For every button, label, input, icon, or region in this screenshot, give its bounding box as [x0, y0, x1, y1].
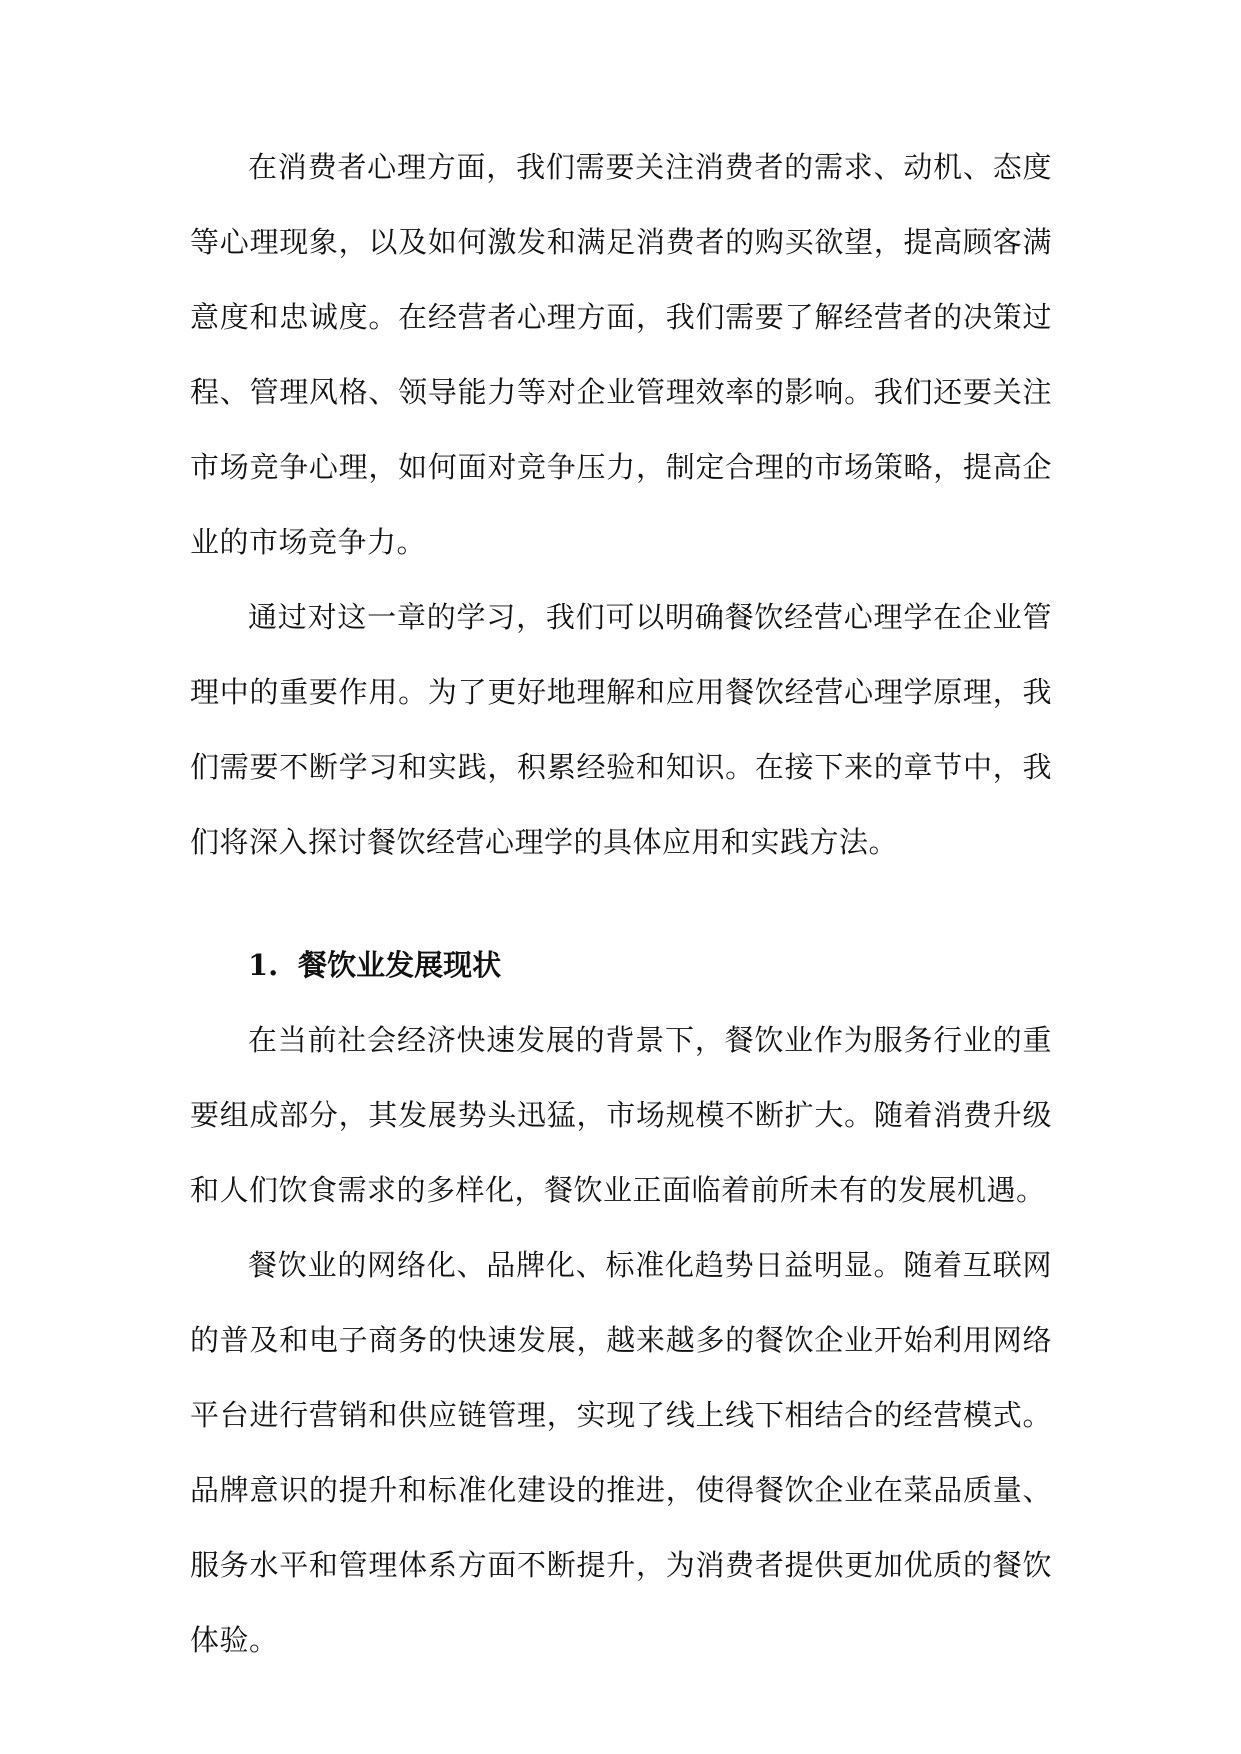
paragraph-industry-background: 在当前社会经济快速发展的背景下，餐饮业作为服务行业的重要组成部分，其发展势头迅猛，市场规模不断扩大。随着消费升级和人们饮食需求的多样化，餐饮业正面临着前所未有的发展机遇。 — [190, 1023, 1052, 1207]
section-title: 餐饮业发展现状 — [298, 948, 502, 982]
section-heading — [190, 928, 1052, 1003]
document-page — [190, 130, 1052, 1678]
paragraph-chapter-summary: 通过对这一章的学习，我们可以明确餐饮经营心理学在企业管理中的重要作用。为了更好地理解和应用餐饮经营心理学原理，我们需要不断学习和实践，积累经验和知识。在接下来的章节中，我们将深入探讨餐饮经营心理学的具体应用和实践方法。 — [190, 600, 1052, 859]
section-number: 1. — [248, 948, 279, 982]
paragraph-industry-trends: 餐饮业的网络化、品牌化、标准化趋势日益明显。随着互联网的普及和电子商务的快速发展，越来越多的餐饮企业开始利用网络平台进行营销和供应链管理，实现了线上线下相结合的经营模式。品牌意识的提升和标准化建设的推进，使得餐饮企业在菜品质量、服务水平和管理体系方面不断提升，为消费者提供更加优质的餐饮体验。 — [190, 1248, 1052, 1657]
paragraph-consumer-psychology: 在消费者心理方面，我们需要关注消费者的需求、动机、态度等心理现象，以及如何激发和满足消费者的购买欲望，提高顾客满意度和忠诚度。在经营者心理方面，我们需要了解经营者的决策过程、管理风格、领导能力等对企业管理效率的影响。我们还要关注市场竞争心理，如何面对竞争压力，制定合理的市场策略，提高企业的市场竞争力。 — [190, 150, 1052, 559]
